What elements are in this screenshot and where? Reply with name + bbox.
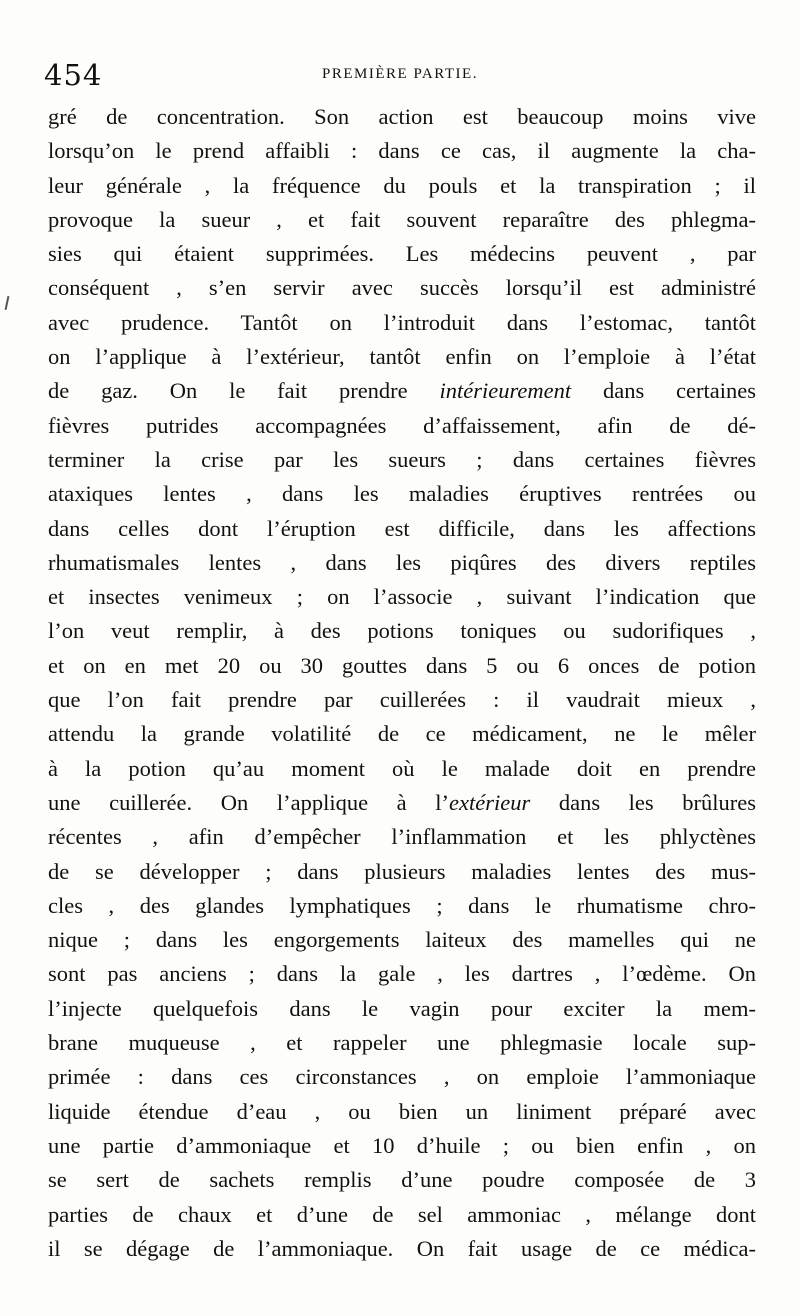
text-line (48, 169, 756, 203)
text-segment: sies qui étaient supprimées. Les médecins peuvent , par (48, 241, 756, 267)
text-line (48, 649, 756, 683)
text-segment: gré de concentration. Son action est beaucoup moins vive (48, 104, 756, 129)
text-segment: cles , des glandes lymphatiques ; dans le rhumatisme chro- (48, 892, 756, 918)
italic-word: intérieurement (439, 378, 572, 404)
text-segment: que l’on fait prendre par cuillerées : il vaudrait mieux , (48, 687, 756, 713)
text-segment: de gaz. On le fait prendre (48, 378, 440, 404)
text-line (48, 855, 756, 889)
text-line (48, 820, 756, 854)
text-line (48, 1163, 756, 1197)
body-text (48, 100, 756, 1266)
italic-word: extérieur (449, 789, 531, 815)
text-segment: on l’applique à l’extérieur, tantôt enfin on l’emploie à l’état (48, 344, 756, 370)
text-segment: liquide étendue d’eau , ou bien un liniment préparé avec (48, 1098, 756, 1124)
text-segment: provoque la sueur , et fait souvent reparaître des phlegma- (48, 206, 756, 232)
text-segment: rhumatismales lentes , dans les piqûres des divers reptiles (48, 549, 756, 575)
text-segment: l’on veut remplir, à des potions toniques ou sudorifiques , (48, 618, 756, 644)
text-segment: et insectes venimeux ; on l’associe , suivant l’indication que (48, 584, 756, 610)
text-line (48, 1026, 756, 1060)
text-segment: dans celles dont l’éruption est difficile, dans les affections (48, 515, 756, 541)
text-segment: brane muqueuse , et rappeler une phlegmasie locale sup- (48, 1030, 756, 1056)
text-segment: il se dégage de l’ammoniaque. On fait usage de ce médica- (48, 1235, 756, 1261)
margin-mark (5, 296, 10, 310)
text-line (48, 1232, 756, 1266)
text-segment: attendu la grande volatilité de ce médicament, ne le mêler (48, 721, 756, 747)
text-segment: fièvres putrides accompagnées d’affaissement, afin de dé- (48, 412, 756, 438)
text-line (48, 1198, 756, 1232)
text-segment: une partie d’ammoniaque et 10 d’huile ; ou bien enfin , on (48, 1132, 756, 1158)
text-line (48, 614, 756, 648)
text-line (48, 374, 756, 408)
text-segment: dans certaines (571, 378, 756, 404)
text-line (48, 443, 756, 477)
text-line (48, 1129, 756, 1163)
text-line (48, 340, 756, 374)
text-line (48, 306, 756, 340)
text-line (48, 100, 756, 134)
text-line (48, 237, 756, 271)
running-head: PREMIÈRE PARTIE. (322, 66, 478, 82)
text-segment: lorsqu’on le prend affaibli : dans ce cas, il augmente la cha- (48, 138, 756, 164)
text-line (48, 957, 756, 991)
text-segment: à la potion qu’au moment où le malade doit en prendre (48, 755, 756, 781)
text-segment: récentes , afin d’empêcher l’inflammation et les phlyctènes (48, 824, 756, 850)
text-line (48, 1095, 756, 1129)
text-line (48, 409, 756, 443)
text-segment: nique ; dans les engorgements laiteux des mamelles qui ne (48, 927, 756, 953)
text-line (48, 717, 756, 751)
text-segment: avec prudence. Tantôt on l’introduit dans l’estomac, tantôt (48, 309, 756, 335)
text-line (48, 752, 756, 786)
text-segment: se sert de sachets remplis d’une poudre composée de 3 (48, 1167, 756, 1193)
page-number: 454 (44, 58, 103, 92)
text-segment: et on en met 20 ou 30 gouttes dans 5 ou 6 onces de potion (48, 652, 756, 678)
text-segment: sont pas anciens ; dans la gale , les dartres , l’œdème. On (48, 961, 756, 987)
text-line (48, 512, 756, 546)
text-segment: ataxiques lentes , dans les maladies éruptives rentrées ou (48, 481, 756, 507)
text-segment: leur générale , la fréquence du pouls et la transpiration ; il (48, 172, 756, 198)
text-line (48, 992, 756, 1026)
text-line (48, 134, 756, 168)
text-segment: l’injecte quelquefois dans le vagin pour exciter la mem- (48, 995, 756, 1021)
text-segment: terminer la crise par les sueurs ; dans certaines fièvres (48, 446, 756, 472)
text-line (48, 203, 756, 237)
text-line (48, 923, 756, 957)
text-segment: de se développer ; dans plusieurs maladies lentes des mus- (48, 858, 756, 884)
text-line (48, 786, 756, 820)
text-segment: parties de chaux et d’une de sel ammoniac , mélange dont (48, 1201, 756, 1227)
text-segment: primée : dans ces circonstances , on emploie l’ammoniaque (48, 1064, 756, 1090)
text-segment: dans les brûlures (530, 789, 756, 815)
text-line (48, 580, 756, 614)
text-line (48, 1060, 756, 1094)
text-line (48, 889, 756, 923)
text-line (48, 477, 756, 511)
text-segment: conséquent , s’en servir avec succès lorsqu’il est administré (48, 275, 756, 301)
text-line (48, 271, 756, 305)
text-segment: une cuillerée. On l’applique à l’ (48, 789, 450, 815)
text-line (48, 546, 756, 580)
text-line (48, 683, 756, 717)
